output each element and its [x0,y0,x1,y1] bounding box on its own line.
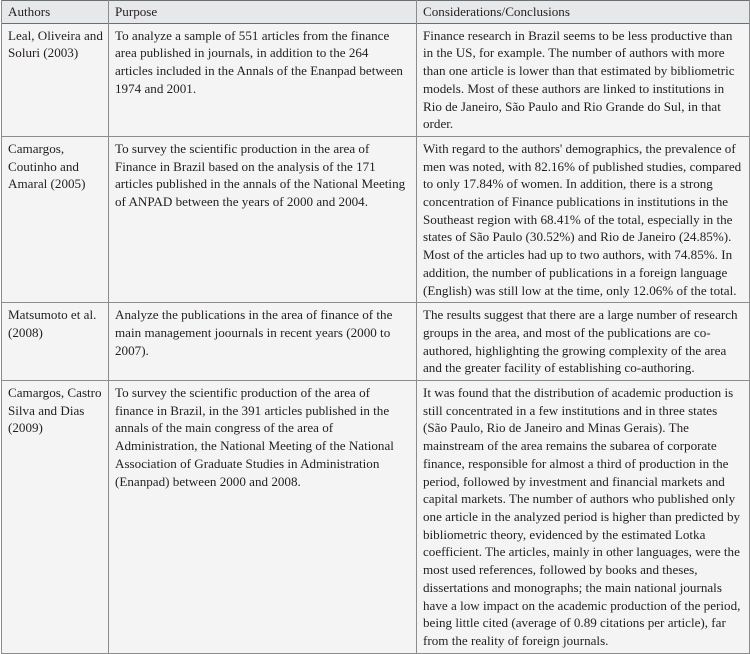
cell-conclusions: The results suggest that there are a large number of research groups in the area, and most of the publications are co-authored, highlighting the growing complexity of the area and the greater facility of establishing co-authoring. [417,303,750,381]
cell-authors: Matsumoto et al. (2008) [2,303,109,381]
literature-review-table [1,0,750,654]
header-purpose: Purpose [109,1,417,24]
cell-conclusions: It was found that the distribution of academic production is still concentrated in a few institutions and in three states (São Paulo, Rio de Janeiro and Minas Gerais). The mainstream of the area remains the subarea of corporate finance, responsible for almost a third of production in the period, followed by investment and financial markets and capital markets. The number of authors who published only one article in the analyzed period is higher than predicted by bibliometric theory, evidenced by the estimated Lotka coefficient. The articles, mainly in other languages, were the most used references, followed by books and theses, dissertations and monographs; the main national journals have a low impact on the academic production of the period, being little cited (average of 0.89 citations per article), far from the reality of foreign journals. [417,381,750,654]
table-row [2,136,750,302]
cell-purpose: To survey the scientific production in the area of Finance in Brazil based on the analysis of the 171 articles published in the annals of the National Meeting of ANPAD between the years of 2000 and 2004. [109,136,417,302]
table-row [2,303,750,381]
cell-purpose: Analyze the publications in the area of finance of the main management joournals in recent years (2000 to 2007). [109,303,417,381]
cell-conclusions: Finance research in Brazil seems to be less productive than in the US, for example. The number of authors with more than one article is lower than that estimated by bibliometric models. Most of these authors are linked to institutions in Rio de Janeiro, São Paulo and Rio Grande do Sul, in that order. [417,23,750,136]
table-row [2,381,750,654]
header-authors: Authors [2,1,109,24]
cell-authors: Leal, Oliveira and Soluri (2003) [2,23,109,136]
cell-purpose: To survey the scientific production of the area of finance in Brazil, in the 391 articles published in the annals of the main congress of the area of Administration, the National Meeting of the National Association of Graduate Studies in Administration (Enanpad) between 2000 and 2008. [109,381,417,654]
cell-authors: Camargos, Coutinho and Amaral (2005) [2,136,109,302]
cell-purpose: To analyze a sample of 551 articles from the finance area published in journals, in addition to the 264 articles included in the Annals of the Enanpad between 1974 and 2001. [109,23,417,136]
header-conclusions: Considerations/Conclusions [417,1,750,24]
table-row [2,23,750,136]
table-body [2,23,750,653]
table-header [2,1,750,24]
cell-authors: Camargos, Castro Silva and Dias (2009) [2,381,109,654]
cell-conclusions: With regard to the authors' demographics, the prevalence of men was noted, with 82.16% of published studies, compared to only 17.84% of women. In addition, there is a strong concentration of Finance publications in institutions in the Southeast region with 68.41% of the total, especially in the states of São Paulo (30.52%) and Rio de Janeiro (24.85%). Most of the articles had up to two authors, with 74.85%. In addition, the number of publications in a foreign language (English) was still low at the time, only 12.06% of the total. [417,136,750,302]
header-row [2,1,750,24]
